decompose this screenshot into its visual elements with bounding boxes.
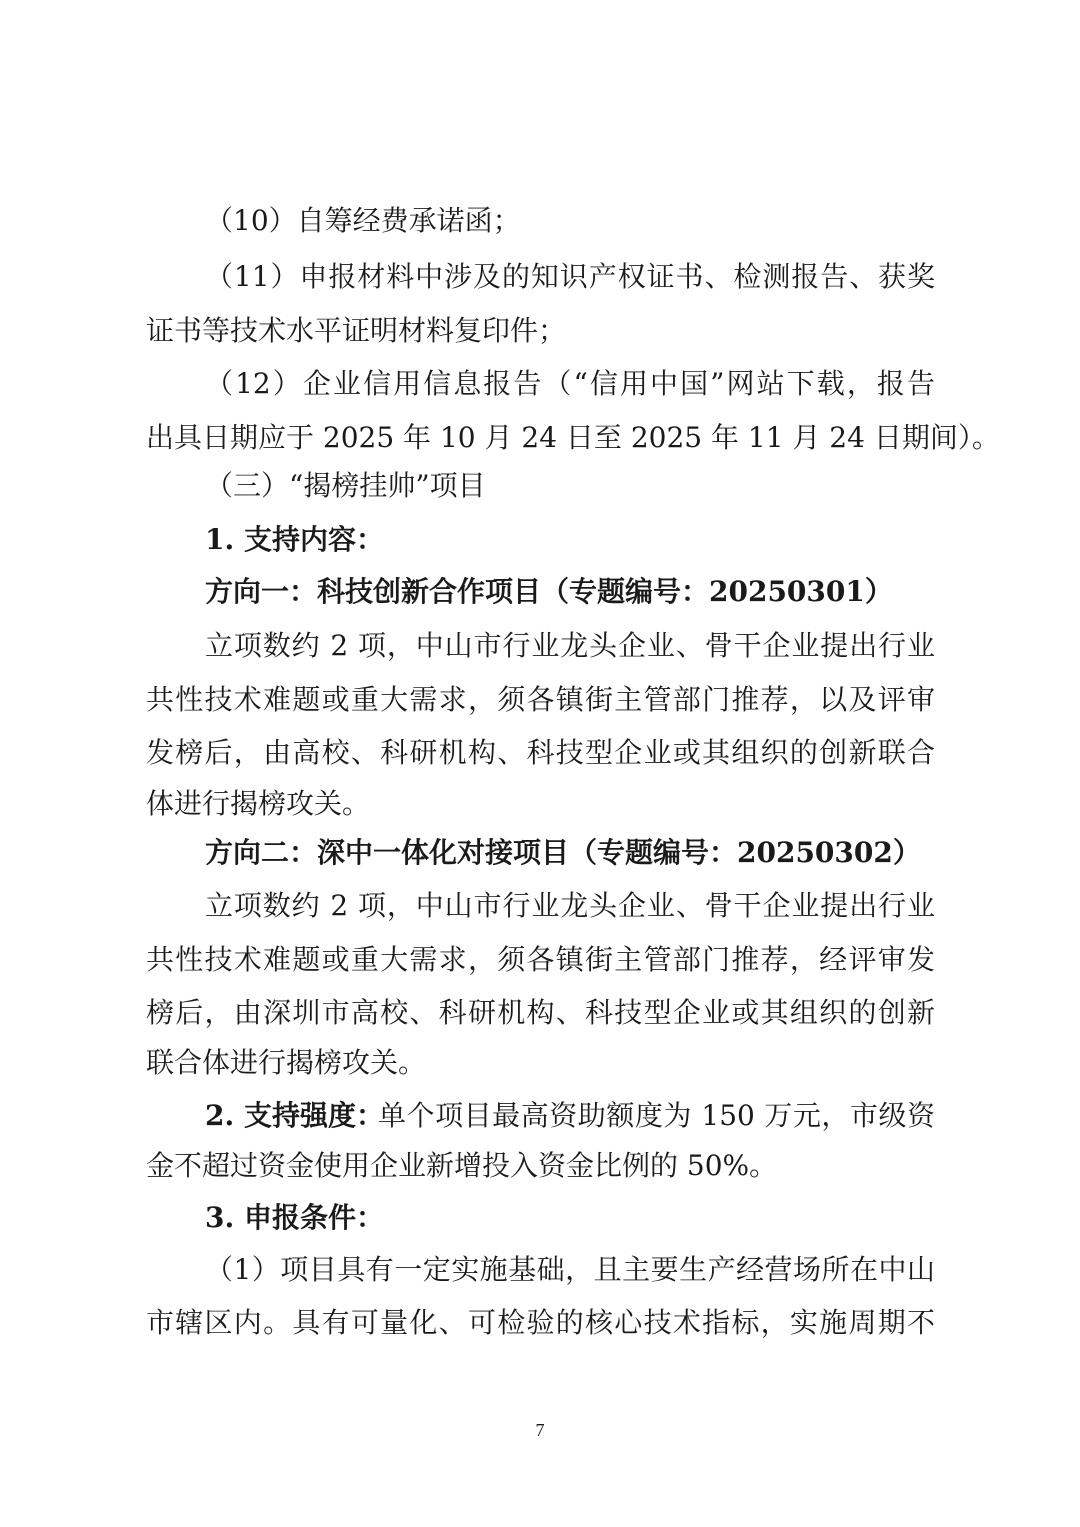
- subheading-support-intensity: 2. 支持强度：: [205, 1099, 384, 1132]
- text-line-item-12: （12）企业信用信息报告（“信用中国”网站下载，报告: [205, 367, 935, 400]
- condition-1-line-2: 市辖区内。具有可量化、可检验的核心技术指标，实施周期不: [146, 1306, 935, 1339]
- page-number: 7: [535, 1420, 545, 1440]
- text-line-item-10: （10）自筹经费承诺函；: [205, 204, 521, 237]
- direction-two-para-line-3: 榜后，由深圳市高校、科研机构、科技型企业或其组织的创新: [146, 996, 935, 1029]
- direction-two-heading: 方向二：深中一体化对接项目（专题编号：20250302）: [205, 836, 921, 869]
- direction-two-para-line-4: 联合体进行揭榜攻关。: [146, 1046, 427, 1079]
- direction-one-para-line-2: 共性技术难题或重大需求，须各镇街主管部门推荐，以及评审: [146, 683, 935, 716]
- direction-one-para-line-1: 立项数约 2 项，中山市行业龙头企业、骨干企业提出行业: [205, 629, 935, 662]
- direction-two-para-line-1: 立项数约 2 项，中山市行业龙头企业、骨干企业提出行业: [205, 889, 935, 922]
- direction-one-para-line-3: 发榜后，由高校、科研机构、科技型企业或其组织的创新联合: [146, 736, 935, 769]
- subheading-support-content: 1. 支持内容：: [205, 523, 384, 556]
- direction-two-para-line-2: 共性技术难题或重大需求，须各镇街主管部门推荐，经评审发: [146, 943, 935, 976]
- support-intensity-text: 单个项目最高资助额度为 150 万元，市级资: [378, 1099, 935, 1132]
- condition-1-line-1: （1）项目具有一定实施基础，且主要生产经营场所在中山: [205, 1253, 935, 1286]
- subheading-application-conditions: 3. 申报条件：: [205, 1201, 384, 1234]
- section-heading-jiebang: （三）“揭榜挂帅”项目: [205, 469, 486, 502]
- text-line-item-12-cont: 出具日期应于 2025 年 10 月 24 日至 2025 年 11 月 24 日期间）。: [146, 421, 1000, 454]
- text-line-item-11-cont: 证书等技术水平证明材料复印件；: [146, 314, 567, 347]
- direction-one-para-line-4: 体进行揭榜攻关。: [146, 787, 371, 820]
- text-line-item-11: （11）申报材料中涉及的知识产权证书、检测报告、获奖: [205, 260, 935, 293]
- direction-one-heading: 方向一：科技创新合作项目（专题编号：20250301）: [205, 575, 893, 608]
- support-intensity-text-cont: 金不超过资金使用企业新增投入资金比例的 50%。: [146, 1149, 778, 1182]
